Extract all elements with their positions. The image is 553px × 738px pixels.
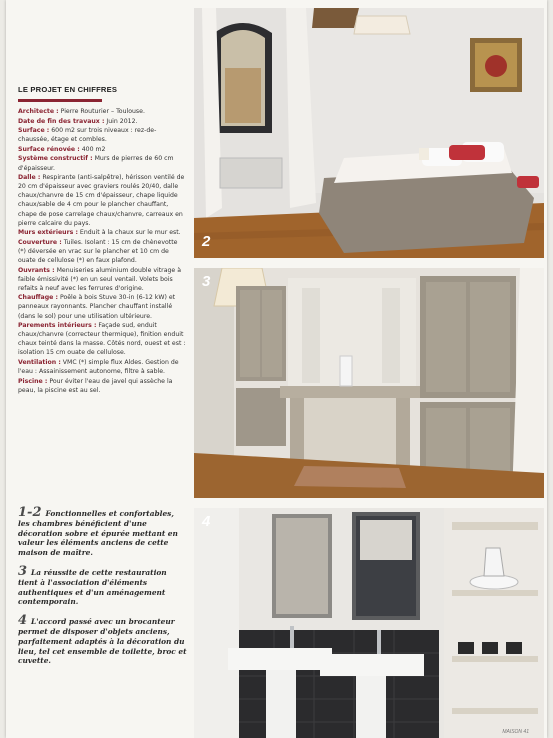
spec-text: Enduit à la chaux sur le mur est.: [79, 229, 181, 237]
caption-number: 4: [18, 613, 28, 629]
section-title: LE PROJET EN CHIFFRES: [18, 85, 118, 94]
spec-item: [18, 145, 186, 154]
spec-label: Architecte :: [18, 108, 59, 115]
spec-item: [18, 358, 186, 376]
spec-text: Pierre Routurier – Toulouse.: [60, 108, 145, 115]
spec-label: Murs extérieurs :: [18, 229, 78, 237]
spec-item: [18, 321, 186, 357]
spec-text: 400 m2: [81, 145, 106, 153]
bedroom-illustration: [194, 8, 544, 258]
spec-text: Façade sud, enduit chaux/chanvre (correcteur thermique), finition enduit chaux teinté dans la masse. Côtés nord, ouest et est : isolation 15 cm ouate de cellulose.: [18, 322, 186, 357]
spec-text: Poêle à bois Stuve 30-in (6-12 kW) et panneaux rayonnants. Plancher chauffant installé (dans le sol) pour une utilisation ultérieure.: [18, 294, 176, 320]
spec-item: [18, 238, 186, 265]
project-figures-panel: [18, 85, 186, 395]
photo-number-4: 4: [202, 513, 211, 530]
photo-bedroom: [194, 8, 544, 258]
spec-label: Date de fin des travaux :: [18, 117, 105, 125]
spec-item: [18, 154, 186, 172]
spec-label: Ventilation :: [18, 359, 61, 367]
fireplace-illustration: [194, 268, 544, 498]
spec-label: Couverture :: [18, 238, 62, 246]
spec-item: [18, 126, 186, 144]
photo-number-2: 2: [202, 233, 211, 250]
page-footer: MAISON 41: [502, 729, 529, 735]
spec-text: Pour éviter l'eau de javel qui assèche la peau, la piscine est au sel.: [18, 377, 173, 394]
title-underline: [18, 99, 102, 102]
spec-label: Surface :: [18, 127, 50, 135]
spec-text: Tuiles. Isolant : 15 cm de chènevotte (*) déversée en vrac sur le plancher et 10 cm de ouate de cellulose (*) en faux plafond.: [18, 238, 178, 264]
photo-number-3: 3: [202, 273, 211, 290]
spec-label: Piscine :: [18, 377, 48, 385]
spec-text: Respirante (anti-salpêtre), hérisson ventilé de 20 cm d'épaisseur avec graviers roulés 20/40, dalle chaux/chanvre de 15 cm d'épaisseur, chape liquide chaux/sable de 4 cm pour le plancher chauffant, chape de pose carrelage chaux/chanvre, carreaux en pierre calcaire du pays.: [18, 174, 185, 227]
spec-text: Menuiseries aluminium double vitrage à faible émissivité (*) en un seul ventail. Volets bois refaits à neuf avec les ferrures d'origine.: [18, 266, 182, 292]
photo-bathroom: [194, 508, 544, 738]
caption: [18, 505, 188, 558]
spec-item: [18, 107, 186, 116]
photo-captions: [18, 505, 188, 675]
spec-item: [18, 117, 186, 126]
spec-label: Système constructif :: [18, 155, 93, 163]
spec-text: Juin 2012.: [106, 117, 138, 125]
caption-text: La réussite de cette restauration tient à l'association d'éléments authentiques et d'un aménagement contemporain.: [18, 567, 167, 607]
spec-item: [18, 228, 186, 237]
magazine-page: [6, 0, 547, 738]
caption-text: Fonctionnelles et confortables, les chambres bénéficient d'une décoration sobre et épurée mettant en valeur les éléments anciens de cette maison de maître.: [18, 509, 178, 558]
caption-number: 1-2: [18, 505, 42, 520]
spec-item: [18, 377, 186, 395]
spec-label: Ouvrants :: [18, 266, 55, 274]
spec-item: [18, 266, 186, 293]
spec-label: Surface rénovée :: [18, 145, 80, 153]
caption-number: 3: [18, 563, 28, 579]
photo-fireplace-room: [194, 268, 544, 498]
specs-list: [18, 107, 186, 395]
spec-label: Parements intérieurs :: [18, 322, 97, 330]
spec-text: 600 m2 sur trois niveaux : rez-de-chaussée, étage et combles.: [18, 127, 157, 144]
caption: [18, 613, 188, 666]
spec-text: VMC (*) simple flux Aldes. Gestion de l'eau : Assainissement autonome, filtre à sable.: [18, 359, 179, 376]
spec-item: [18, 173, 186, 228]
bathroom-illustration: [194, 508, 544, 738]
caption-text: L'accord passé avec un brocanteur permet de disposer d'objets anciens, parfaitement adaptés à la décoration du lieu, tel cet ensemble de toilette, broc et cuvette.: [18, 617, 187, 666]
spec-label: Dalle :: [18, 174, 41, 182]
spec-label: Chauffage :: [18, 294, 58, 302]
spec-item: [18, 293, 186, 320]
spec-text: Murs de pierres de 60 cm d'épaisseur.: [18, 155, 174, 172]
caption: [18, 563, 188, 607]
